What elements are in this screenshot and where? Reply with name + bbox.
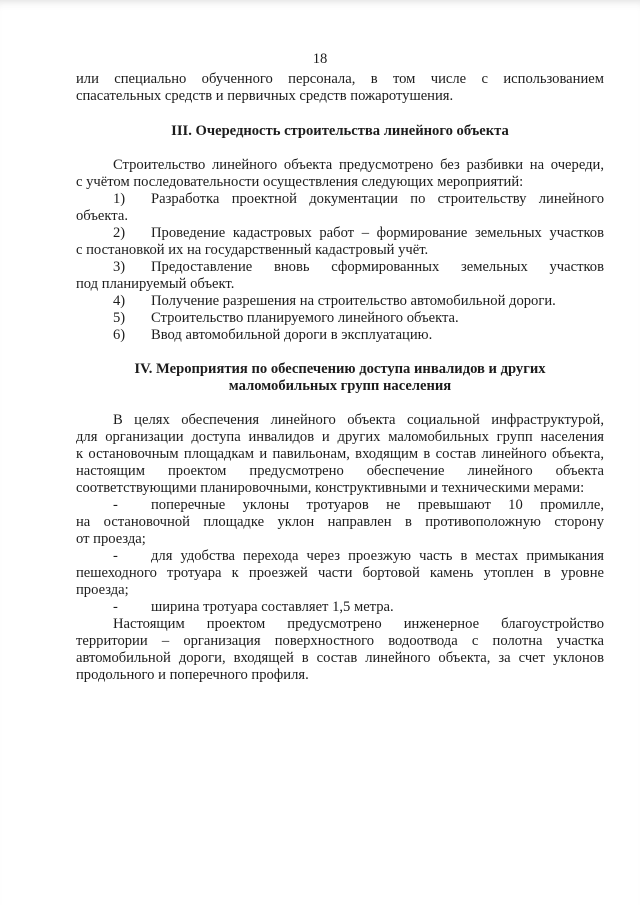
intro-paragraph — [76, 71, 604, 105]
bullet-line-3: от проезда; — [76, 531, 146, 547]
section-4-heading-line-1: IV. Мероприятия по обеспечению доступа инвалидов и других — [134, 361, 546, 377]
final-para-line: продольного и поперечного профиля. — [76, 667, 309, 683]
bullet-item — [76, 599, 604, 616]
list-item-number: 5) — [113, 310, 126, 326]
bullet-item — [76, 497, 604, 548]
section-4-bullets — [76, 497, 604, 616]
section-4-para-line: к остановочным площадкам и павильонам, входящим в состав линейного объекта, — [76, 446, 604, 462]
bullet-item — [76, 548, 604, 599]
list-item-line-2: под планируемый объект. — [76, 276, 235, 292]
final-para-line: автомобильной дороги, входящей в состав линейного объекта, за счет уклонов — [76, 650, 604, 666]
list-item-line-1 — [76, 259, 604, 276]
list-item-line-2: с постановкой их на государственный кадастровый учёт. — [76, 242, 429, 258]
list-item-line-2: объекта. — [76, 208, 128, 224]
section-4-heading-line-2: маломобильных групп населения — [228, 378, 452, 394]
list-item-text: Предоставление вновь сформированных земельных участков — [151, 259, 604, 275]
section-4-para-line: соответствующими планировочными, конструктивными и техническими мерами: — [76, 480, 585, 496]
list-item — [76, 310, 604, 327]
list-item-number: 3) — [113, 259, 126, 275]
section-4-final-paragraph — [76, 616, 604, 684]
list-item-number: 1) — [113, 191, 126, 207]
list-item-text: Строительство планируемого линейного объекта. — [151, 310, 459, 326]
page-content — [76, 71, 604, 684]
section-4-heading — [76, 361, 604, 395]
section-3-para-line-1: Строительство линейного объекта предусмотрено без разбивки на очереди, — [113, 157, 604, 173]
list-item-number: 4) — [113, 293, 126, 309]
section-3-heading: III. Очередность строительства линейного объекта — [171, 123, 509, 139]
list-item — [76, 293, 604, 310]
bullet-text: поперечные уклоны тротуаров не превышают 10 промилле, — [151, 497, 604, 513]
list-item — [76, 225, 604, 259]
section-3-para-line-2: с учётом последовательности осуществления следующих мероприятий: — [76, 174, 524, 190]
bullet-dash: - — [113, 497, 118, 513]
intro-line-1: или специально обученного персонала, в том числе с использованием — [76, 71, 604, 87]
bullet-text: ширина тротуара составляет 1,5 метра. — [151, 599, 394, 615]
bullet-line-1 — [76, 548, 604, 565]
section-4-para-line: для организации доступа инвалидов и других маломобильных групп населения — [76, 429, 604, 445]
list-item — [76, 259, 604, 293]
bullet-line-3: проезда; — [76, 582, 129, 598]
list-item-line-1 — [76, 225, 604, 242]
list-item-text: Проведение кадастровых работ – формирование земельных участков — [151, 225, 604, 241]
section-4-paragraph — [76, 412, 604, 497]
list-item — [76, 191, 604, 225]
bullet-text: для удобства перехода через проезжую часть в местах примыкания — [151, 548, 604, 564]
intro-line-2: спасательных средств и первичных средств пожаротушения. — [76, 88, 454, 104]
section-4-para-line: настоящим проектом предусмотрено обеспечение линейного объекта — [76, 463, 604, 479]
list-item-text: Получение разрешения на строительство автомобильной дороги. — [151, 293, 556, 309]
list-item-text: Разработка проектной документации по строительству линейного — [151, 191, 604, 207]
section-3-paragraph — [76, 157, 604, 191]
page-number: 18 — [312, 51, 328, 67]
bullet-dash: - — [113, 599, 118, 615]
bullet-line-2: на остановочной площадке уклон направлен в противоположную сторону — [76, 514, 604, 530]
bullet-line-1 — [76, 497, 604, 514]
list-item-line-1 — [76, 191, 604, 208]
list-item-number: 6) — [113, 327, 126, 343]
list-item-number: 2) — [113, 225, 126, 241]
list-item — [76, 327, 604, 344]
section-4-para-line: В целях обеспечения линейного объекта социальной инфраструктурой, — [113, 412, 604, 428]
bullet-dash: - — [113, 548, 118, 564]
final-para-line: Настоящим проектом предусмотрено инженерное благоустройство — [113, 616, 604, 632]
bullet-line-2: пешеходного тротуара к проезжей части бортовой камень утоплен в уровне — [76, 565, 604, 581]
section-3-list — [76, 191, 604, 344]
list-item-text: Ввод автомобильной дороги в эксплуатацию. — [151, 327, 433, 343]
final-para-line: территории – организация поверхностного водоотвода с полотна участка — [76, 633, 604, 649]
